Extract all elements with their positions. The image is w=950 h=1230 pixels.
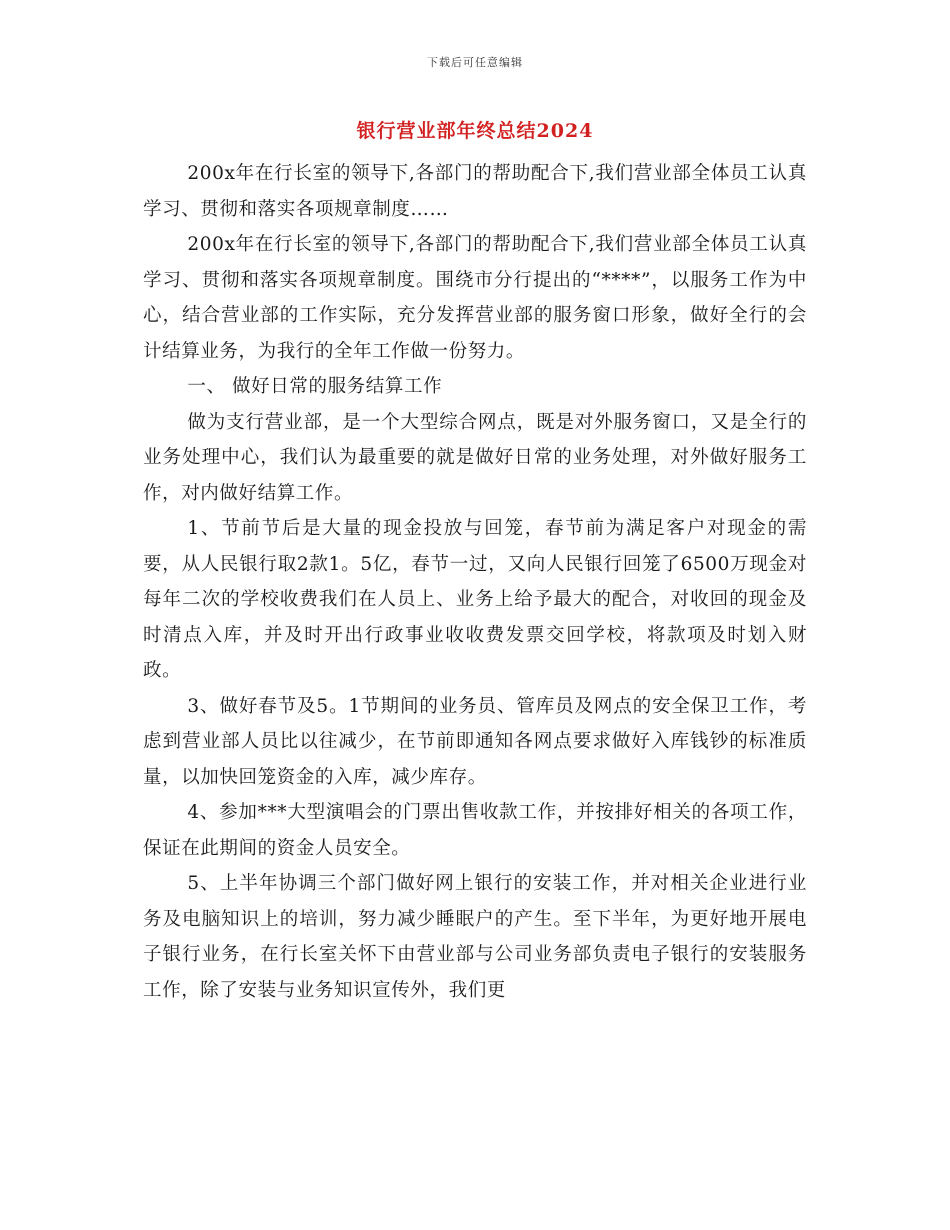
section-heading-1: 一、 做好日常的服务结算工作	[187, 376, 443, 397]
paragraph-intro: 200x年在行长室的领导下,各部门的帮助配合下,我们营业部全体员工认真学习、贯彻和落实各项规章制度。围绕市分行提出的“****”，以服务工作为中心，结合营业部的工作实际，充分发挥营业部的服务窗口形象，做好全行的会计结算业务，为我行的全年工作做一份努力。	[143, 234, 807, 362]
paragraph-item-4: 4、参加***大型演唱会的门票出售收款工作，并按排好相关的各项工作，保证在此期间的资金人员安全。	[143, 802, 807, 859]
paragraph-section-1: 做为支行营业部，是一个大型综合网点，既是对外服务窗口，又是全行的业务处理中心，我们认为最重要的就是做好日常的业务处理，对外做好服务工作，对内做好结算工作。	[143, 411, 807, 504]
paragraph-item-5: 5、上半年协调三个部门做好网上银行的安装工作，并对相关企业进行业务及电脑知识上的培训，努力减少睡眠户的产生。至下半年，为更好地开展电子银行业务，在行长室关怀下由营业部与公司业务部负责电子银行的安装服务工作，除了安装与业务知识宣传外，我们更	[143, 873, 807, 1001]
paragraph-summary: 200x年在行长室的领导下,各部门的帮助配合下,我们营业部全体员工认真学习、贯彻和落实各项规章制度……	[143, 163, 807, 220]
document-body	[143, 156, 807, 1008]
page-header-note: 下载后可任意编辑	[427, 56, 523, 69]
paragraph-item-3: 3、做好春节及5。1节期间的业务员、管库员及网点的安全保卫工作，考虑到营业部人员比以往减少，在节前即通知各网点要求做好入库钱钞的标准质量，以加快回笼资金的入库，减少库存。	[143, 695, 807, 788]
paragraph-item-1: 1、节前节后是大量的现金投放与回笼，春节前为满足客户对现金的需要，从人民银行取2款1。5亿，春节一过，又向人民银行回笼了6500万现金对每年二次的学校收费我们在人员上、业务上给予最大的配合，对收回的现金及时清点入库，并及时开出行政事业收收费发票交回学校，将款项及时划入财政。	[143, 518, 807, 681]
document-title: 银行营业部年终总结2024	[356, 120, 594, 142]
